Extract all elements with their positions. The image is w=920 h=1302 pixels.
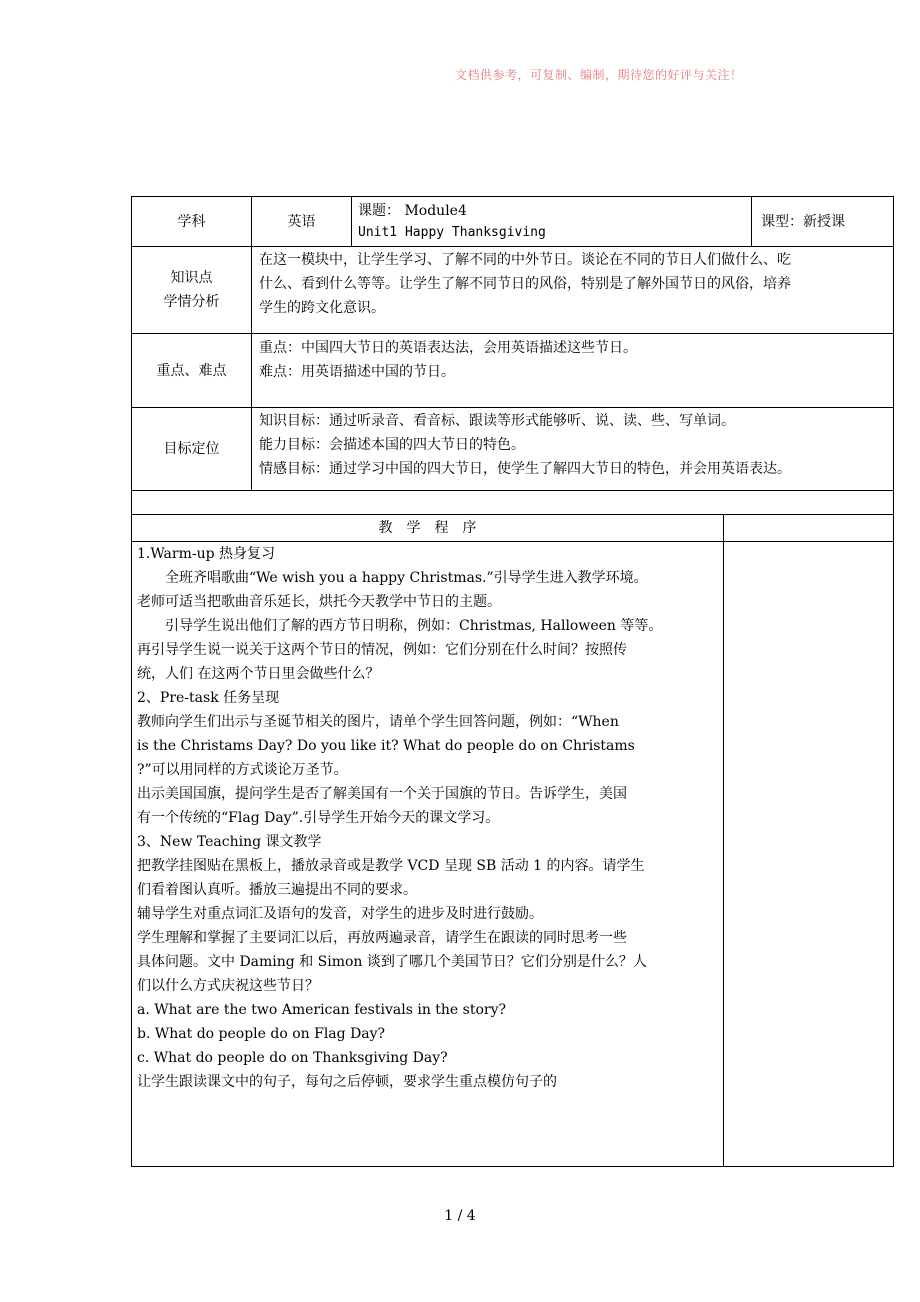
procedure-line: 引导学生说出他们了解的西方节日明称，例如：Christmas, Halloween 等等。 <box>165 618 663 634</box>
procedure-line: 统，人们 在这两个节日里会做些什么？ <box>137 666 380 682</box>
procedure-line: 具体问题。文中 Daming 和 Simon 谈到了哪几个美国节日？它们分别是什么？人 <box>137 954 647 970</box>
key-line: 重点：中国四大节日的英语表达法，会用英语描述这些节日。 <box>259 340 637 356</box>
procedure-title: 教 学 程 序 <box>378 520 477 536</box>
procedure-line: 出示美国国旗，提问学生是否了解美国有一个关于国旗的节日。告诉学生，美国 <box>137 786 627 802</box>
lesson-type: 课型：新授课 <box>761 213 845 230</box>
page-number: 1 / 4 <box>444 1208 476 1224</box>
lesson-plan-table <box>131 196 894 1167</box>
procedure-line: a. What are the two American festivals in the story? <box>137 1002 507 1018</box>
procedure-line: b. What do people do on Flag Day? <box>137 1026 386 1042</box>
procedure-line: 们以什么方式庆祝这些节日？ <box>137 978 319 994</box>
procedure-line: 再引导学生说一说关于这两个节日的情况，例如：它们分别在什么时间？按照传 <box>137 642 627 658</box>
goal-line: 能力目标：会描述本国的四大节日的特色。 <box>259 437 525 453</box>
procedure-line: is the Christams Day? Do you like it? What do people do on Christams <box>137 738 635 754</box>
procedure-line: 全班齐唱歌曲“We wish you a happy Christmas.”引导学生进入教学环境。 <box>165 570 648 586</box>
procedure-content <box>137 542 722 1094</box>
procedure-line: 老师可适当把歌曲音乐延长，烘托今天教学中节日的主题。 <box>137 594 501 610</box>
procedure-line: 学生理解和掌握了主要词汇以后，再放两遍录音，请学生在跟读的同时思考一些 <box>137 930 627 946</box>
procedure-line: 2、Pre-task 任务呈现 <box>137 690 280 706</box>
analysis-label <box>132 247 251 333</box>
procedure-line: 3、New Teaching 课文教学 <box>137 834 322 850</box>
procedure-line: c. What do people do on Thanksgiving Day? <box>137 1050 448 1066</box>
procedure-line: 们看着图认真听。播放三遍提出不同的要求。 <box>137 882 417 898</box>
key-content <box>259 336 891 384</box>
procedure-line: 辅导学生对重点词汇及语句的发音，对学生的进步及时进行鼓励。 <box>137 906 543 922</box>
goal-line: 知识目标：通过听录音、看音标、跟读等形式能够听、说、读、些、写单词。 <box>259 413 735 429</box>
analysis-line: 学生的跨文化意识。 <box>259 300 385 316</box>
analysis-line: 什么、看到什么等等。让学生了解不同节日的风俗，特别是了解外国节日的风俗，培养 <box>259 276 791 292</box>
topic-line-2: Unit1 Happy Thanksgiving <box>358 225 546 240</box>
key-line: 难点：用英语描述中国的节日。 <box>259 364 455 380</box>
analysis-label-line-2: 学情分析 <box>163 294 220 310</box>
header-note: 文档供参考，可复制、编制，期待您的好评与关注！ <box>455 68 743 82</box>
analysis-line: 在这一模块中，让学生学习、了解不同的中外节日。谈论在不同的节日人们做什么、吃 <box>259 252 791 268</box>
subject-value: 英语 <box>287 213 316 230</box>
procedure-line: 把教学挂图贴在黑板上，播放录音或是教学 VCD 呈现 SB 活动 1 的内容。请学生 <box>137 858 645 874</box>
analysis-label-line-1: 知识点 <box>170 270 213 286</box>
analysis-content <box>259 248 891 320</box>
procedure-line: 让学生跟读课文中的句子，每句之后停顿，要求学生重点模仿句子的 <box>137 1074 557 1090</box>
goal-label: 目标定位 <box>163 441 220 457</box>
procedure-line: 有一个传统的“Flag Day”.引导学生开始今天的课文学习。 <box>137 810 500 826</box>
procedure-line: 教师向学生们出示与圣诞节相关的图片，请单个学生回答问题，例如：“When <box>137 714 619 730</box>
topic-line-1: 课题： Module4 <box>358 203 467 219</box>
goal-line: 情感目标：通过学习中国的四大节日，使学生了解四大节日的特色，并会用英语表达。 <box>259 461 791 477</box>
subject-label: 学科 <box>177 213 206 230</box>
topic-cell <box>358 200 748 246</box>
procedure-line: 1.Warm-up 热身复习 <box>137 546 276 562</box>
procedure-line: ?”可以用同样的方式谈论万圣节。 <box>137 762 348 778</box>
goal-content <box>259 409 891 481</box>
key-label: 重点、难点 <box>156 362 227 379</box>
